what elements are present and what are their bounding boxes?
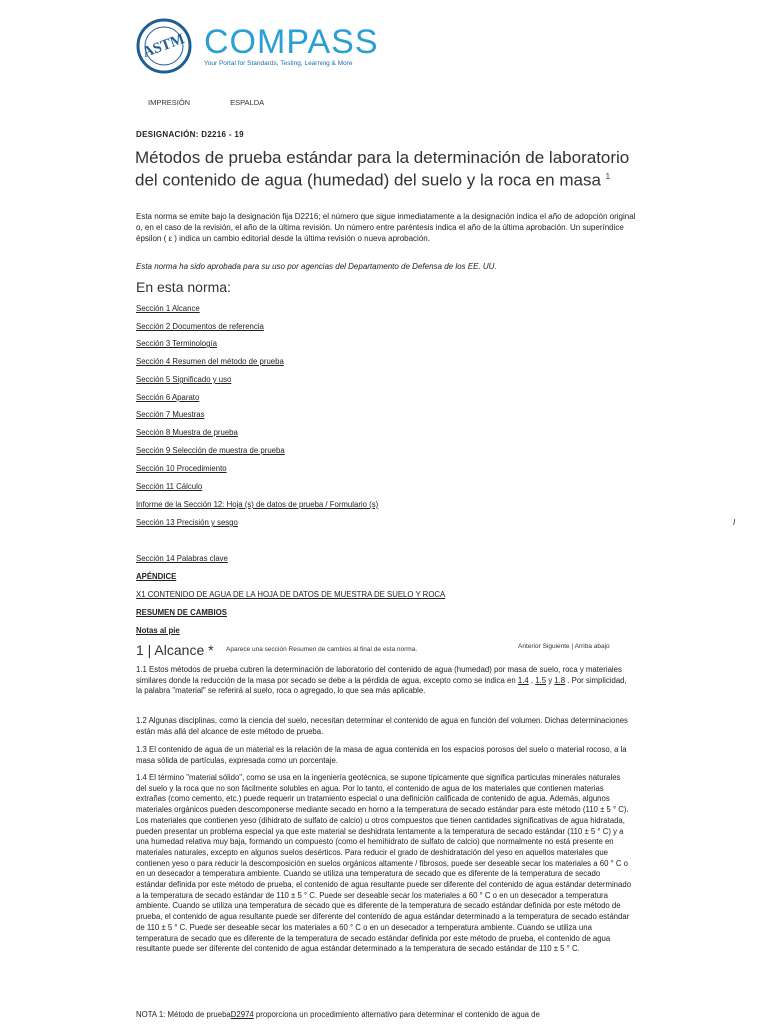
site-header xyxy=(134,16,379,76)
section-1-title: 1 | Alcance * xyxy=(136,642,214,658)
changes-note: Aparece una sección Resumen de cambios al final de esta norma. xyxy=(226,646,418,653)
toc-link[interactable]: Sección 5 Significado y uso xyxy=(136,375,232,384)
toc-link[interactable]: Sección 6 Aparato xyxy=(136,393,200,402)
svg-text:ASTM: ASTM xyxy=(140,31,187,62)
toc-link[interactable]: Sección 8 Muestra de prueba xyxy=(136,428,238,437)
toc-link[interactable]: Notas al pie xyxy=(136,626,180,635)
toc-link[interactable]: Sección 2 Documentos de referencia xyxy=(136,322,264,331)
toc-link[interactable]: Sección 14 Palabras clave xyxy=(136,554,228,563)
stray-mark: I xyxy=(733,518,736,527)
note-1-text-a: NOTA 1: Método de prueba xyxy=(136,1010,231,1019)
paragraph-1-4: 1.4 El término "material sólido", como se usa en la ingeniería geotécnica, se supone típicamente que significa partículas minerales naturales del suelo y la roca que no son fácilmente solubles en agua. Por lo tanto, el contenido de agua de los materiales que contienen materias extrañas (como cemento, etc.) puede requerir un tratamiento especial o una definición calificada de contenido de agua. Además, algunos materiales orgánicos pueden descomponerse mediante secado en horno a la temperatura de secado estándar para este método (110 ± 5 ° C). Los materiales que contienen yeso (dihidrato de sulfato de calcio) u otros compuestos que tienen cantidades significativas de agua hidratada, pueden presentar un problema especial ya que este material se deshidrata lentamente a la temperatura de secado estándar (110 ± 5 ° C) y a una humedad relativa muy baja, formando un compuesto (como el hemihidrato de sulfato de calcio) que normalmente no está presente en materiales naturales, excepto en algunos suelos desérticos. Para reducir el grado de deshidratación del yeso en aquellos materiales que contienen yeso o para reducir la descomposición en suelos orgánicos altamente / fibrosos, puede ser deseable secar los materiales a 60 ° C o en un desecador a temperatura ambiente. Cuando se utiliza una temperatura de secado que es diferente de la temperatura de secado estándar definida por este método de prueba, el contenido de agua resultante puede ser diferente del contenido de agua estándar determinado a la temperatura de secado estándar de 110 ± 5 ° C. Puede ser deseable secar los materiales a 60 ° C o en un desecador a temperatura ambiente. Cuando se utiliza una temperatura de secado que es diferente de la temperatura de secado estándar definida por este método de prueba, el contenido de agua resultante puede ser diferente del contenido de agua estándar determinado a la temperatura de secado estándar de 110 ± 5 ° C. Puede ser deseable secar los materiales a 60 ° C o en un desecador a temperatura ambiente. Cuando se utiliza una temperatura de secado que es diferente de la temperatura de secado estándar definida por este método de prueba, el contenido de agua resultante puede ser diferente del contenido de agua estándar determinado a la temperatura de secado estándar de 110 ± 5 ° C. xyxy=(136,773,632,954)
top-actions xyxy=(148,98,264,107)
toc-link[interactable]: APÉNDICE xyxy=(136,572,177,581)
link-d2974[interactable]: D2974 xyxy=(230,1010,254,1019)
note-1-text-b: proporciona un procedimiento alternativo para determinar el contenido de agua de xyxy=(253,1010,540,1019)
title-text: Métodos de prueba estándar para la determinación de laboratorio del contenido de agua (humedad) del suelo y la roca en masa xyxy=(135,148,630,190)
astm-logo-icon[interactable] xyxy=(134,16,200,76)
toc-link[interactable]: Sección 9 Selección de muestra de prueba xyxy=(136,446,285,455)
page-title xyxy=(135,148,655,190)
toc-link[interactable]: RESUMEN DE CAMBIOS xyxy=(136,608,227,617)
toc-link[interactable]: Sección 4 Resumen del método de prueba xyxy=(136,357,284,366)
toc-heading: En esta norma: xyxy=(136,279,231,295)
toc-link[interactable]: Sección 10 Procedimiento xyxy=(136,464,227,473)
paragraph-1-1 xyxy=(136,665,632,697)
toc-link[interactable]: Sección 1 Alcance xyxy=(136,304,200,313)
toc-link[interactable]: Sección 13 Precisión y sesgo xyxy=(136,518,238,527)
toc-link[interactable]: X1 CONTENIDO DE AGUA DE LA HOJA DE DATOS DE MUESTRA DE SUELO Y ROCA xyxy=(136,590,446,599)
toc-link[interactable]: Sección 11 Cálculo xyxy=(136,482,203,491)
note-1 xyxy=(136,1010,632,1021)
intro-paragraph: Esta norma se emite bajo la designación fija D2216; el número que sigue inmediatamente a la designación indica el año de adopción original o, en el caso de la revisión, el año de la última revisión. Un número entre paréntesis indica el año de la última aprobación. Un superíndice épsilon ( ε ) indica un cambio editorial desde la última revisión o nueva aprobación. xyxy=(136,212,636,243)
p1-1-text-b: . Por simplicidad, la palabra "material" se referirá al suelo, roca o agregado, lo que sea más aplicable. xyxy=(136,675,627,696)
p1-1-text-a: 1.1 Estos métodos de prueba cubren la determinación de laboratorio del contenido de agua (humedad) por masa de suelo, roca y materiales similares donde la reducción de la masa por secado se debe a la pérdida de agua, excepto como se indica en xyxy=(136,665,622,685)
compass-brand xyxy=(204,25,379,67)
toc-link[interactable]: Sección 7 Muestras xyxy=(136,410,205,419)
approval-note: Esta norma ha sido aprobada para su uso por agencias del Departamento de Defensa de los EE. UU. xyxy=(136,262,497,271)
section-navigation[interactable]: Anterior Siguiente | Arriba abajo xyxy=(518,643,610,650)
back-link[interactable]: ESPALDA xyxy=(230,98,265,107)
compass-wordmark: COMPASS xyxy=(204,23,379,61)
paragraph-1-2: 1.2 Algunas disciplinas, como la ciencia del suelo, necesitan determinar el contenido de agua en función del volumen. Dichas determinaciones están más allá del alcance de este método de prueba. xyxy=(136,716,628,736)
toc-link[interactable]: Informe de la Sección 12: Hoja (s) de datos de prueba / Formulario (s) xyxy=(136,500,379,509)
p1-1-sep1: , xyxy=(528,675,536,685)
print-link[interactable]: IMPRESIÓN xyxy=(148,98,191,107)
designation: DESIGNACIÓN: D2216 - 19 xyxy=(136,130,244,139)
tagline: Your Portal for Standards, Testing, Learning & More xyxy=(204,60,353,67)
link-1-8[interactable]: 1.8 xyxy=(554,675,566,685)
toc-link[interactable]: Sección 3 Terminología xyxy=(136,339,217,348)
p1-1-sep2: y xyxy=(546,675,555,685)
paragraph-1-3: 1.3 El contenido de agua de un material es la relación de la masa de agua contenida en los espacios porosos del suelo o material rocoso, a la masa sólida de partículas, expresada como un porcentaje. xyxy=(136,745,627,765)
title-superscript: 1 xyxy=(605,172,611,181)
link-1-4[interactable]: 1.4 xyxy=(517,675,529,685)
link-1-5[interactable]: 1.5 xyxy=(535,675,547,685)
